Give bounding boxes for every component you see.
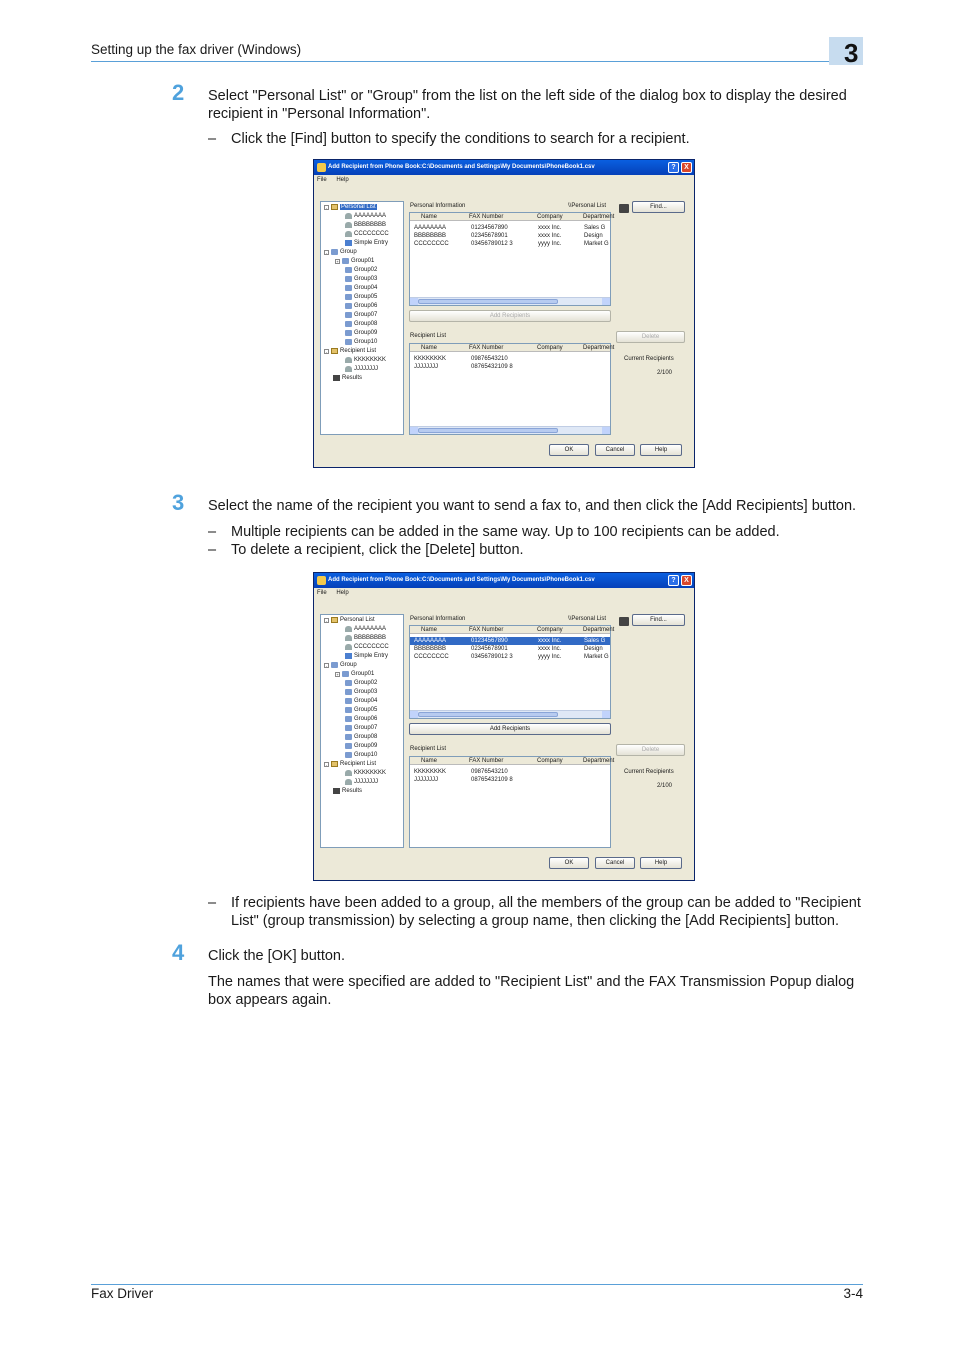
col-company[interactable]: Company bbox=[537, 214, 563, 220]
step-2-text: Select "Personal List" or "Group" from the list on the left side of the dialog box to display the desired recipient in "Personal Information". bbox=[208, 88, 847, 122]
col-company[interactable]: Company bbox=[537, 758, 563, 764]
step-3-number: 3 bbox=[172, 490, 185, 515]
col-fax[interactable]: FAX Number bbox=[469, 627, 504, 633]
step-3-bullet-3 bbox=[208, 894, 863, 930]
folder-icon bbox=[331, 617, 338, 623]
personal-info-label: Personal Information bbox=[410, 616, 466, 622]
find-button[interactable]: Find... bbox=[632, 201, 685, 213]
current-recipients-label: Current Recipients bbox=[624, 769, 674, 775]
col-fax[interactable]: FAX Number bbox=[469, 758, 504, 764]
tree-group-item[interactable]: Group02 bbox=[345, 680, 377, 686]
scroll-thumb[interactable] bbox=[418, 428, 558, 433]
scroll-left-icon[interactable] bbox=[410, 711, 418, 718]
tree-group[interactable]: - Group bbox=[325, 249, 357, 255]
cancel-button[interactable]: Cancel bbox=[595, 444, 635, 456]
table-row[interactable]: JJJJJJJJ 08765432109 8 bbox=[414, 364, 513, 370]
dialog-title: Add Recipient from Phone Book:C:\Documents and Settings\My Documents\PhoneBook1.csv bbox=[328, 164, 595, 170]
tree-group[interactable]: - Group bbox=[325, 662, 357, 668]
col-fax[interactable]: FAX Number bbox=[469, 214, 504, 220]
title-help-button[interactable]: ? bbox=[668, 575, 679, 586]
folder-icon bbox=[331, 761, 338, 767]
group-icon bbox=[345, 725, 352, 731]
menu-bar bbox=[314, 588, 694, 598]
tree-item-person[interactable]: KKKKKKKK bbox=[345, 357, 386, 363]
add-recipients-button[interactable]: Add Recipients bbox=[409, 310, 611, 322]
personal-info-list[interactable] bbox=[409, 625, 615, 719]
person-icon bbox=[345, 779, 352, 785]
add-recipient-dialog-1 bbox=[313, 159, 695, 468]
table-row[interactable]: JJJJJJJJ 08765432109 8 bbox=[414, 777, 513, 783]
title-close-button[interactable]: X bbox=[681, 162, 692, 173]
tree-item-person[interactable]: BBBBBBBB bbox=[345, 222, 386, 228]
table-row[interactable]: KKKKKKKK 09876543210 bbox=[414, 769, 508, 775]
group-icon bbox=[345, 294, 352, 300]
collapse-icon[interactable]: - bbox=[325, 662, 328, 668]
tree-item-person[interactable]: AAAAAAAA bbox=[345, 626, 386, 632]
folder-icon bbox=[331, 348, 338, 354]
col-name[interactable]: Name bbox=[421, 627, 438, 633]
tree-group-item[interactable]: Group03 bbox=[345, 689, 377, 695]
scroll-left-icon[interactable] bbox=[410, 298, 418, 305]
col-name[interactable]: Name bbox=[421, 214, 438, 220]
help-button[interactable]: Help bbox=[640, 857, 682, 869]
step-4-text: Click the [OK] button. bbox=[208, 948, 346, 964]
step-4-note: The names that were specified are added to "Recipient List" and the FAX Transmission Popup dialog box appears again. bbox=[208, 974, 855, 1008]
app-icon bbox=[317, 576, 326, 585]
group-icon bbox=[345, 321, 352, 327]
person-icon bbox=[345, 644, 352, 650]
tree-group-item[interactable]: Group07 bbox=[345, 312, 377, 318]
help-button[interactable]: Help bbox=[640, 444, 682, 456]
step-3-bullet-2 bbox=[208, 541, 863, 559]
personal-info-label: Personal Information bbox=[410, 203, 466, 209]
folder-icon bbox=[345, 653, 352, 659]
person-icon bbox=[345, 635, 352, 641]
dialog-title-bar bbox=[314, 573, 694, 588]
find-button[interactable]: Find... bbox=[632, 614, 685, 626]
app-icon bbox=[317, 163, 326, 172]
group-icon bbox=[342, 671, 349, 677]
tree-item-person[interactable]: CCCCCCCC bbox=[345, 231, 389, 237]
person-icon bbox=[345, 626, 352, 632]
footer-rule bbox=[91, 1284, 863, 1285]
table-row[interactable]: KKKKKKKK 09876543210 bbox=[414, 356, 508, 362]
menu-help[interactable]: Help bbox=[336, 590, 349, 596]
step-2-number: 2 bbox=[172, 80, 185, 105]
tree-group-item[interactable]: Group04 bbox=[345, 285, 377, 291]
phonebook-tree[interactable] bbox=[320, 614, 404, 848]
group-icon bbox=[345, 743, 352, 749]
collapse-icon[interactable]: - bbox=[325, 204, 328, 210]
tree-item-person[interactable]: JJJJJJJJ bbox=[345, 779, 378, 785]
list-header bbox=[410, 757, 615, 765]
tree-group-item[interactable]: Group09 bbox=[345, 330, 377, 336]
expand-icon[interactable]: + bbox=[336, 671, 339, 677]
tree-item-person[interactable]: BBBBBBBB bbox=[345, 635, 386, 641]
page-number: 3-4 bbox=[843, 1286, 863, 1301]
group-icon bbox=[345, 752, 352, 758]
menu-file[interactable]: File bbox=[317, 177, 327, 183]
current-recipients-label: Current Recipients bbox=[624, 356, 674, 362]
personal-path: \\Personal List bbox=[568, 203, 607, 209]
group-icon bbox=[345, 303, 352, 309]
group-icon bbox=[345, 689, 352, 695]
table-row[interactable]: AAAAAAAA 01234567890 xxxx Inc. Sales G bbox=[414, 225, 606, 231]
tree-group-item[interactable]: Group05 bbox=[345, 294, 377, 300]
scroll-right-icon[interactable] bbox=[602, 298, 610, 305]
find-icon bbox=[619, 204, 629, 213]
footer-title: Fax Driver bbox=[91, 1286, 154, 1301]
menu-help[interactable]: Help bbox=[336, 177, 349, 183]
tree-recipient-list[interactable]: - Recipient List bbox=[325, 348, 377, 354]
tree-group-item[interactable]: Group09 bbox=[345, 743, 377, 749]
header-rule bbox=[91, 61, 863, 62]
table-row[interactable]: BBBBBBBB 02345678901 xxxx Inc. Design bbox=[414, 233, 603, 239]
running-header: Setting up the fax driver (Windows) bbox=[91, 42, 302, 57]
recipient-list-label: Recipient List bbox=[410, 746, 447, 752]
horizontal-scrollbar[interactable] bbox=[410, 426, 610, 434]
title-close-button[interactable]: X bbox=[681, 575, 692, 586]
col-name[interactable]: Name bbox=[421, 758, 438, 764]
tree-group-item[interactable]: Group10 bbox=[345, 752, 377, 758]
tree-personal-list[interactable]: - Personal List bbox=[325, 204, 376, 210]
col-dept[interactable]: Department bbox=[583, 214, 615, 220]
menu-bar bbox=[314, 175, 694, 185]
table-row[interactable]: CCCCCCCC 03456789012 3 yyyy Inc. Market G bbox=[414, 654, 609, 660]
tree-group-item[interactable]: + Group01 bbox=[336, 258, 375, 264]
group-icon bbox=[342, 258, 349, 264]
person-icon bbox=[345, 366, 352, 372]
menu-file[interactable]: File bbox=[317, 590, 327, 596]
list-header bbox=[410, 344, 615, 352]
table-row[interactable]: BBBBBBBB 02345678901 xxxx Inc. Design bbox=[414, 646, 603, 652]
tree-group-item[interactable]: Group07 bbox=[345, 725, 377, 731]
recipient-list-label: Recipient List bbox=[410, 333, 447, 339]
tree-simple-entry[interactable]: Simple Entry bbox=[345, 240, 388, 246]
tree-personal-list[interactable]: - Personal List bbox=[325, 617, 375, 623]
person-icon bbox=[345, 770, 352, 776]
scroll-right-icon[interactable] bbox=[602, 427, 610, 434]
add-recipient-dialog-2 bbox=[313, 572, 695, 881]
group-icon bbox=[345, 716, 352, 722]
person-icon bbox=[345, 222, 352, 228]
person-icon bbox=[345, 357, 352, 363]
scroll-right-icon[interactable] bbox=[602, 711, 610, 718]
dash-marker: – bbox=[208, 542, 217, 558]
collapse-icon[interactable]: - bbox=[325, 249, 328, 255]
col-dept[interactable]: Department bbox=[583, 758, 615, 764]
tree-group-item[interactable]: Group02 bbox=[345, 267, 377, 273]
phonebook-icon bbox=[333, 375, 340, 381]
dash-marker: – bbox=[208, 524, 217, 540]
tree-group-item[interactable]: Group03 bbox=[345, 276, 377, 282]
tree-results[interactable]: Results bbox=[333, 788, 362, 794]
group-icon bbox=[345, 734, 352, 740]
recipient-count: 2/100 bbox=[657, 370, 673, 376]
dash-marker: – bbox=[208, 131, 217, 147]
personal-path: \\Personal List bbox=[568, 616, 607, 622]
recipient-count: 2/100 bbox=[657, 783, 673, 789]
group-icon bbox=[345, 680, 352, 686]
personal-info-list[interactable] bbox=[409, 212, 615, 306]
find-icon bbox=[619, 617, 629, 626]
tree-group-item[interactable]: Group08 bbox=[345, 321, 377, 327]
group-icon bbox=[345, 285, 352, 291]
phonebook-icon bbox=[333, 788, 340, 794]
tree-simple-entry[interactable]: Simple Entry bbox=[345, 653, 388, 659]
bullet-text: Multiple recipients can be added in the same way. Up to 100 recipients can be added. bbox=[231, 524, 780, 540]
group-icon bbox=[345, 267, 352, 273]
bullet-text: Click the [Find] button to specify the conditions to search for a recipient. bbox=[231, 131, 690, 147]
tree-group-item[interactable]: Group08 bbox=[345, 734, 377, 740]
scroll-thumb[interactable] bbox=[418, 712, 558, 717]
table-row-selected[interactable]: AAAAAAAA 01234567890 xxxx Inc. Sales G bbox=[410, 637, 610, 645]
recipient-list[interactable] bbox=[409, 756, 615, 848]
title-help-button[interactable]: ? bbox=[668, 162, 679, 173]
tree-group-item[interactable]: Group06 bbox=[345, 716, 377, 722]
folder-icon bbox=[345, 240, 352, 246]
col-dept[interactable]: Department bbox=[583, 627, 615, 633]
step-2-bullet bbox=[208, 130, 863, 148]
expand-icon[interactable]: + bbox=[336, 258, 339, 264]
tree-group-item[interactable]: Group06 bbox=[345, 303, 377, 309]
folder-icon bbox=[331, 204, 338, 210]
col-dept[interactable]: Department bbox=[583, 345, 615, 351]
delete-button[interactable]: Delete bbox=[616, 744, 685, 756]
phonebook-tree[interactable] bbox=[320, 201, 404, 435]
scroll-left-icon[interactable] bbox=[410, 427, 418, 434]
dialog-title: Add Recipient from Phone Book:C:\Documents and Settings\My Documents\PhoneBook1.csv bbox=[328, 577, 595, 583]
group-icon bbox=[345, 698, 352, 704]
col-name[interactable]: Name bbox=[421, 345, 438, 351]
cancel-button[interactable]: Cancel bbox=[595, 857, 635, 869]
col-company[interactable]: Company bbox=[537, 627, 563, 633]
step-3-bullet-1 bbox=[208, 523, 863, 541]
tree-item-person[interactable]: CCCCCCCC bbox=[345, 644, 389, 650]
ok-button[interactable]: OK bbox=[549, 857, 589, 869]
group-icon bbox=[331, 249, 338, 255]
tree-item-person[interactable]: AAAAAAAA bbox=[345, 213, 386, 219]
collapse-icon[interactable]: - bbox=[325, 617, 328, 623]
table-row[interactable]: CCCCCCCC 03456789012 3 yyyy Inc. Market G bbox=[414, 241, 609, 247]
group-icon bbox=[345, 312, 352, 318]
col-fax[interactable]: FAX Number bbox=[469, 345, 504, 351]
tree-group-item[interactable]: Group10 bbox=[345, 339, 377, 345]
tree-group-item[interactable]: Group04 bbox=[345, 698, 377, 704]
dialog-title-bar bbox=[314, 160, 694, 175]
group-icon bbox=[331, 662, 338, 668]
dash-marker: – bbox=[208, 895, 217, 911]
collapse-icon[interactable]: - bbox=[325, 761, 328, 767]
step-3-text: Select the name of the recipient you want to send a fax to, and then click the [Add Recipients] button. bbox=[208, 498, 857, 514]
tree-results[interactable]: Results bbox=[333, 375, 362, 381]
step-4-number: 4 bbox=[172, 940, 185, 965]
recipient-list[interactable] bbox=[409, 343, 615, 435]
collapse-icon[interactable]: - bbox=[325, 348, 328, 354]
horizontal-scrollbar[interactable] bbox=[410, 710, 610, 718]
chapter-number: 3 bbox=[844, 38, 859, 68]
tree-group-item[interactable]: + Group01 bbox=[336, 671, 375, 677]
scroll-thumb[interactable] bbox=[418, 299, 558, 304]
tree-item-person[interactable]: KKKKKKKK bbox=[345, 770, 386, 776]
ok-button[interactable]: OK bbox=[549, 444, 589, 456]
tree-group-item[interactable]: Group05 bbox=[345, 707, 377, 713]
col-company[interactable]: Company bbox=[537, 345, 563, 351]
tree-recipient-list[interactable]: - Recipient List bbox=[325, 761, 377, 767]
tree-item-person[interactable]: JJJJJJJJ bbox=[345, 366, 378, 372]
group-icon bbox=[345, 276, 352, 282]
group-icon bbox=[345, 330, 352, 336]
group-icon bbox=[345, 339, 352, 345]
list-header bbox=[410, 213, 615, 221]
bullet-text: If recipients have been added to a group, all the members of the group can be added to "Recipient List" (group transmission) by selecting a group name, then clicking the [Add Recipients] button. bbox=[231, 895, 861, 929]
horizontal-scrollbar[interactable] bbox=[410, 297, 610, 305]
person-icon bbox=[345, 213, 352, 219]
group-icon bbox=[345, 707, 352, 713]
list-header bbox=[410, 626, 615, 634]
bullet-text: To delete a recipient, click the [Delete] button. bbox=[231, 542, 524, 558]
add-recipients-button[interactable]: Add Recipients bbox=[409, 723, 611, 735]
person-icon bbox=[345, 231, 352, 237]
delete-button[interactable]: Delete bbox=[616, 331, 685, 343]
